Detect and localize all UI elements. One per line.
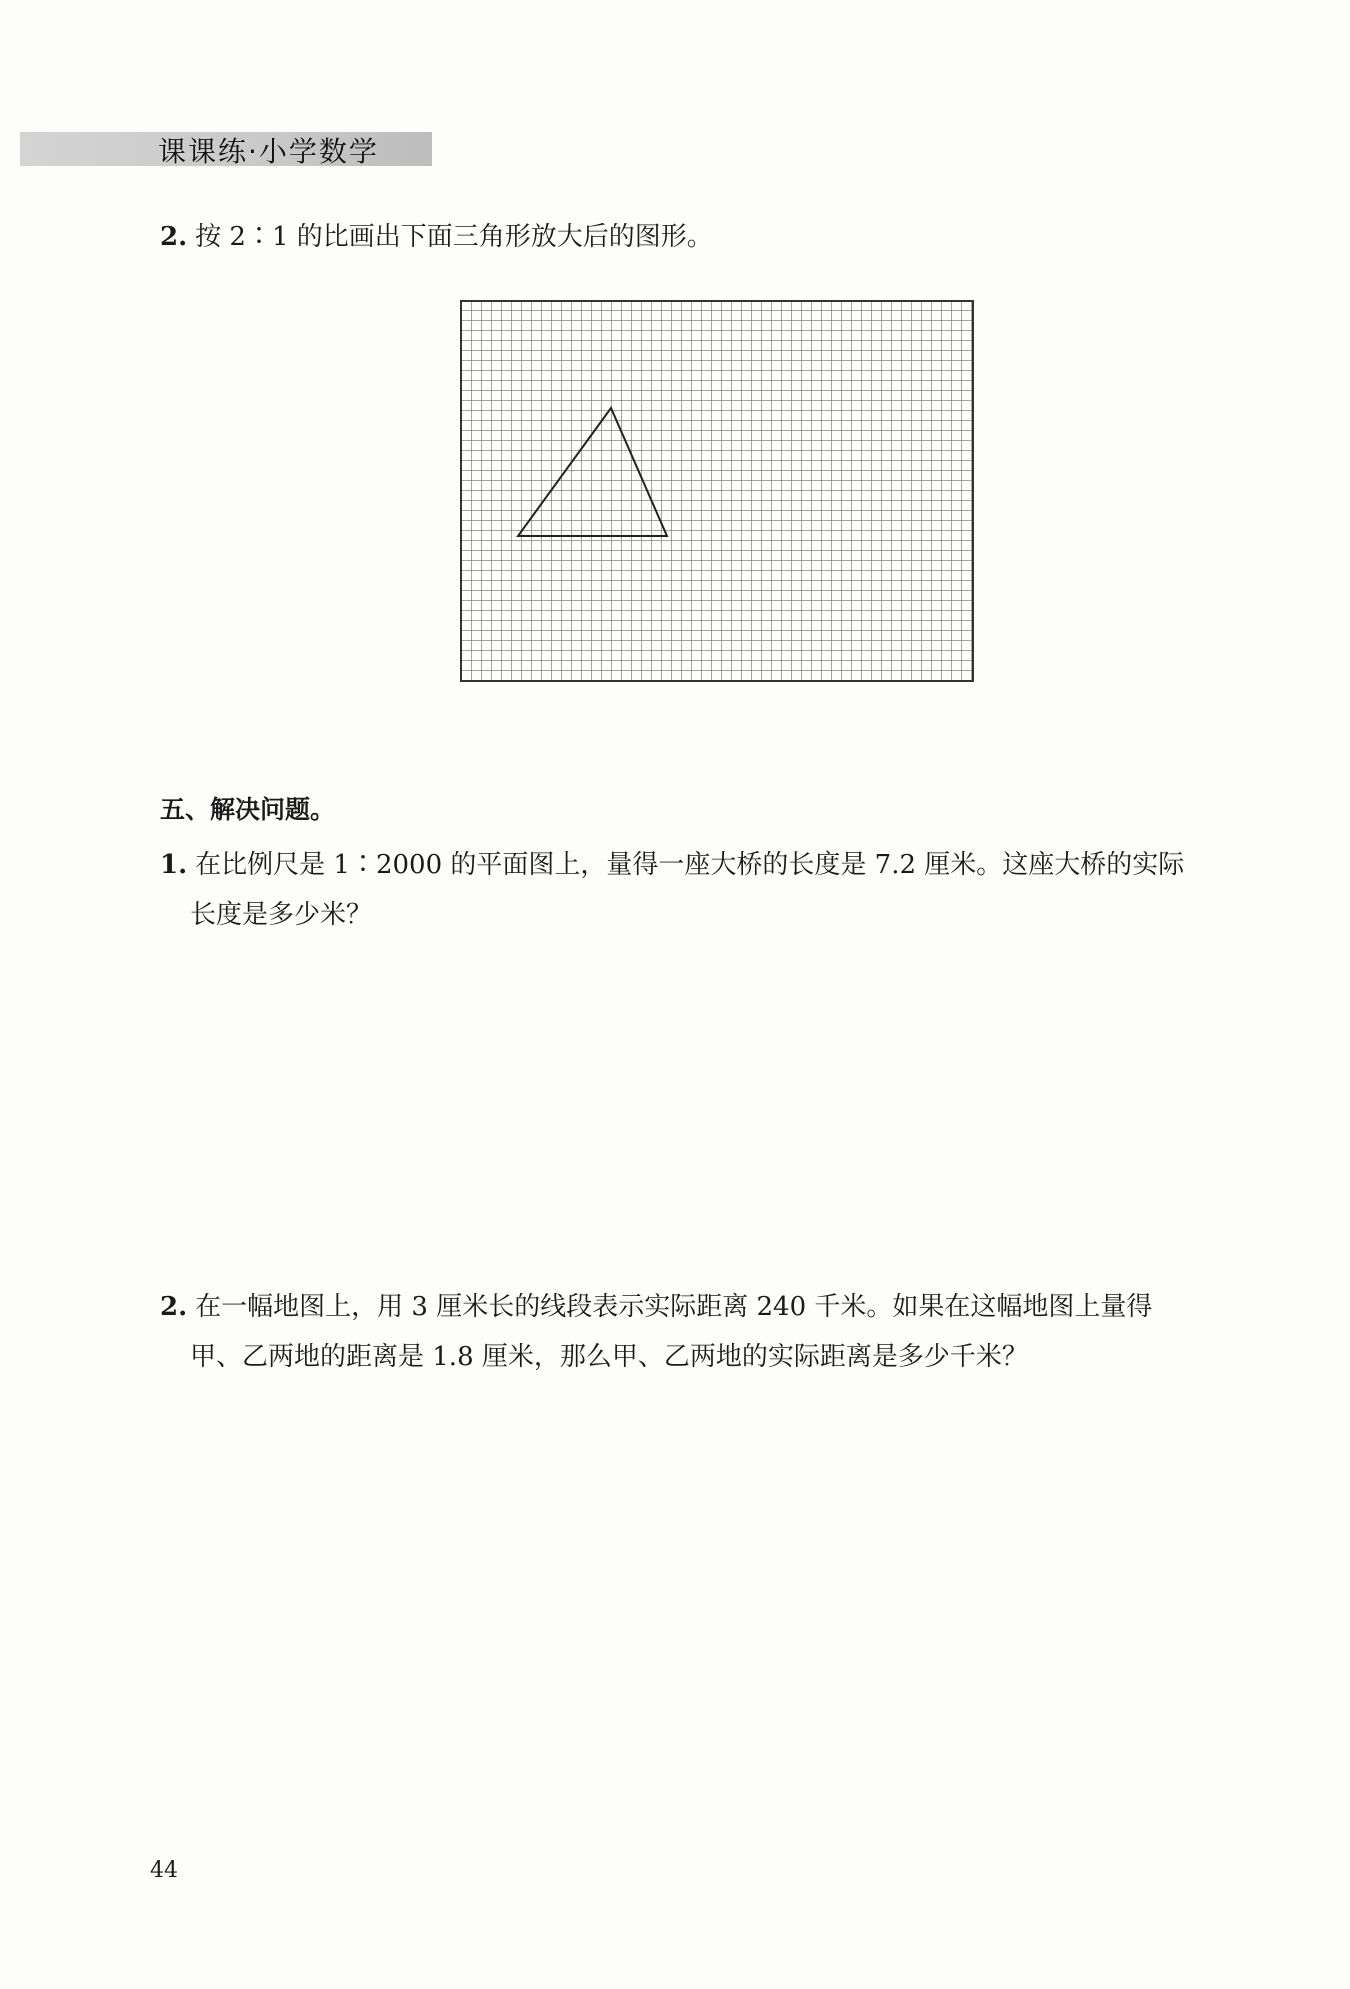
page-number: 44	[150, 1858, 178, 1883]
problem-1-line-2: 长度是多少米？	[190, 900, 373, 930]
problem-1-number: 1.	[160, 850, 188, 880]
triangle-figure	[462, 302, 972, 680]
question-text: 按 2∶1 的比画出下面三角形放大后的图形。	[195, 222, 713, 252]
header-title: 课课练·小学数学	[158, 135, 379, 168]
problem-1-line-1	[160, 840, 1184, 890]
problem-2-line-1	[160, 1282, 1152, 1332]
problem-2-line-2: 甲、乙两地的距离是 1.8 厘米，那么甲、乙两地的实际距离是多少千米？	[190, 1342, 1028, 1372]
problem-2-number: 2.	[160, 1292, 188, 1322]
problem-2-text: 在一幅地图上，用 3 厘米长的线段表示实际距离 240 千米。如果在这幅地图上量得	[195, 1292, 1153, 1322]
problem-1-text: 在比例尺是 1∶2000 的平面图上，量得一座大桥的长度是 7.2 厘米。这座大桥的实际	[195, 850, 1185, 880]
triangle	[518, 408, 667, 536]
section-title: 五、解决问题。	[160, 795, 336, 824]
grid-area[interactable]	[460, 300, 974, 682]
question-number: 2.	[160, 222, 188, 252]
question-draw	[160, 212, 713, 262]
